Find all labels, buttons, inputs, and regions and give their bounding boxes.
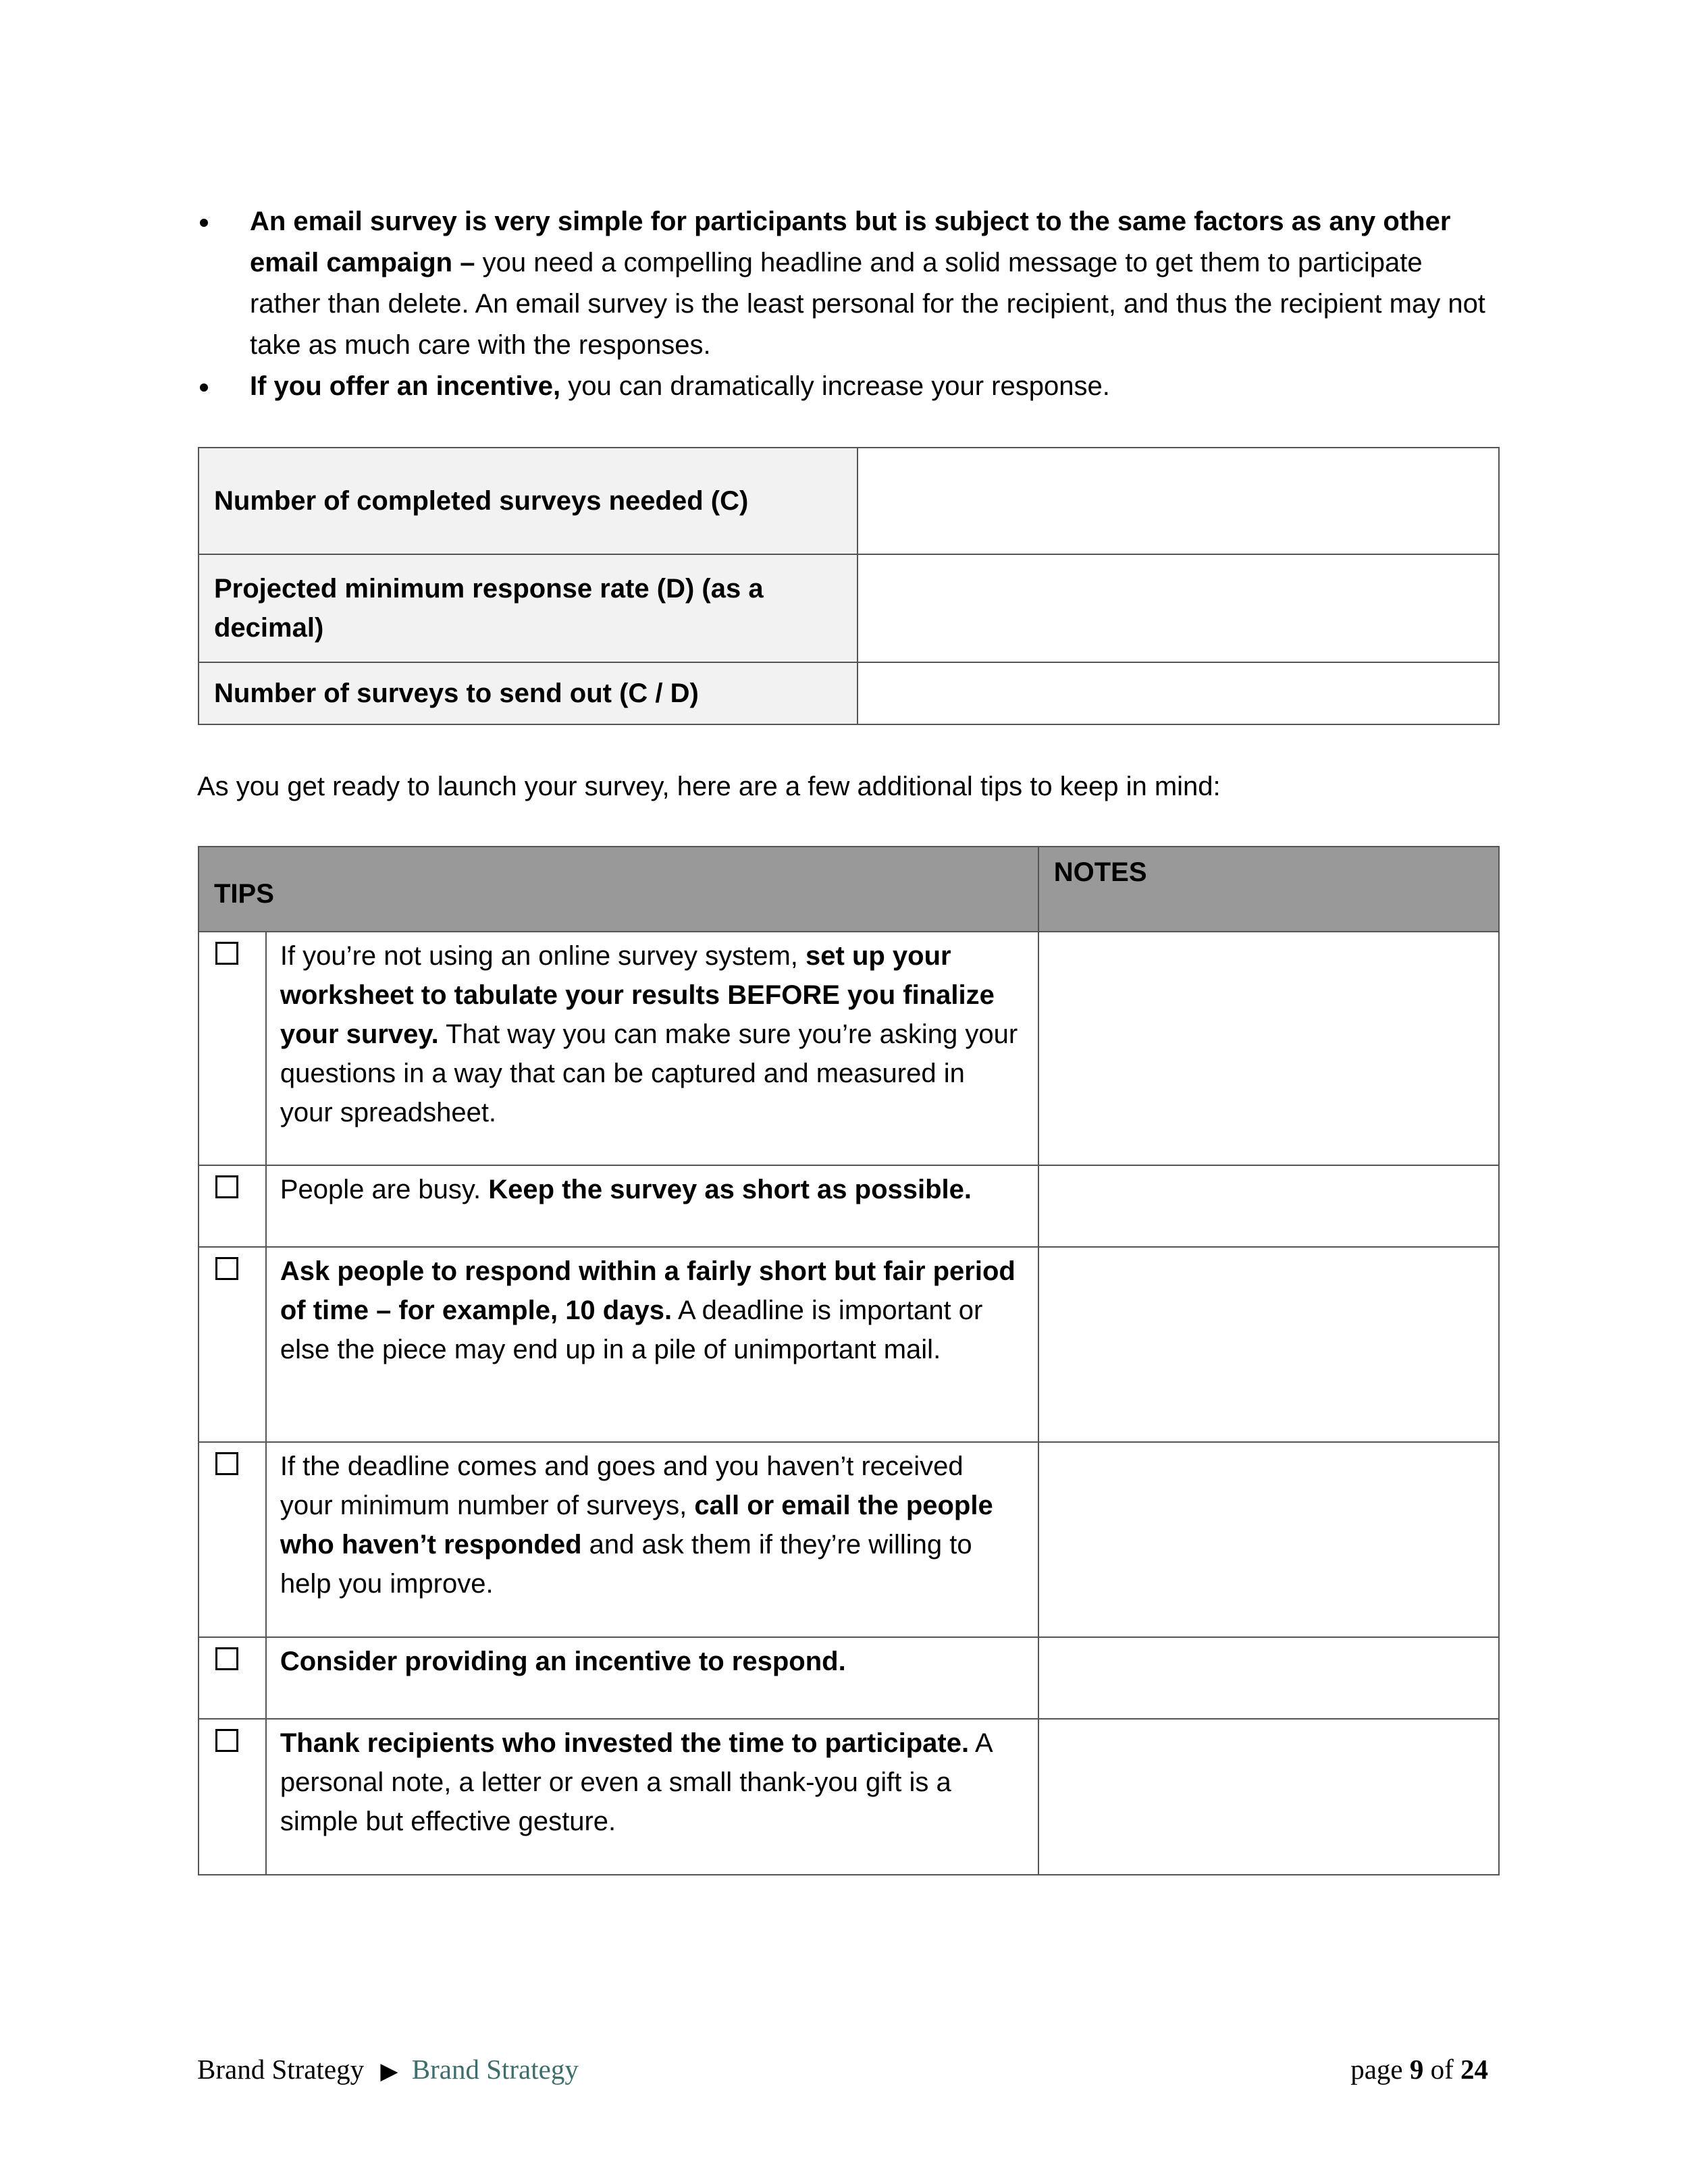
notes-cell[interactable]: [1038, 932, 1499, 1165]
calc-label: Projected minimum response rate (D) (as a decimal): [199, 554, 858, 662]
survey-calculation-table: [198, 447, 1500, 725]
checkbox[interactable]: [215, 1729, 238, 1752]
tip-row: [199, 932, 1499, 1165]
bullet-text: you can dramatically increase your response.: [560, 371, 1110, 401]
calc-value-field[interactable]: [858, 448, 1499, 554]
calc-label: Number of completed surveys needed (C): [199, 448, 858, 554]
notes-header: NOTES: [1038, 847, 1499, 932]
notes-cell[interactable]: [1038, 1637, 1499, 1719]
calc-row: [199, 554, 1499, 662]
bullet-list: [196, 201, 1499, 407]
tip-row: [199, 1247, 1499, 1442]
calc-row: [199, 448, 1499, 554]
page-number: 9: [1409, 2054, 1424, 2085]
tip-text: Ask people to respond within a fairly short but fair period of time – for example, 10 days. A deadline is important or else the piece may end up in a pile of unimportant mail.: [266, 1247, 1038, 1442]
bullet-item: [196, 366, 1499, 407]
tip-row: [199, 1637, 1499, 1719]
checkbox[interactable]: [215, 1452, 238, 1475]
bullet-bold-text: An email survey is very simple for participants but is subject to the same factors as any other email campaign –: [250, 207, 1451, 277]
notes-cell[interactable]: [1038, 1165, 1499, 1247]
calc-value-field[interactable]: [858, 554, 1499, 662]
tips-table: [198, 846, 1500, 1875]
tip-row: [199, 1165, 1499, 1247]
tip-text: If you’re not using an online survey system, set up your worksheet to tabulate your results BEFORE you finalize your survey. That way you can make sure you’re asking your questions in a way that can be captured and measured in your spreadsheet.: [266, 932, 1038, 1165]
tip-text: Consider providing an incentive to respond.: [266, 1637, 1038, 1719]
calc-row: [199, 662, 1499, 724]
tips-header-row: [199, 847, 1499, 932]
footer: [197, 2049, 1494, 2089]
bullet-dot-icon: [200, 383, 208, 392]
intro-text: As you get ready to launch your survey, here are a few additional tips to keep in mind:: [197, 772, 1221, 801]
tip-row: [199, 1719, 1499, 1875]
calc-label: Number of surveys to send out (C / D): [199, 662, 858, 724]
play-arrow-icon: ▶: [380, 2059, 398, 2084]
tip-text: If the deadline comes and goes and you haven’t received your minimum number of surveys, call or email the people who haven’t responded and ask them if they’re willing to help you improve.: [266, 1442, 1038, 1637]
tip-text: People are busy. Keep the survey as short as possible.: [266, 1165, 1038, 1247]
checkbox[interactable]: [215, 1647, 238, 1670]
bullet-bold-text: If you offer an incentive,: [250, 371, 561, 401]
checkbox[interactable]: [215, 1257, 238, 1280]
bullet-dot-icon: [200, 219, 208, 227]
tip-row: [199, 1442, 1499, 1637]
checkbox[interactable]: [215, 942, 238, 965]
checkbox[interactable]: [215, 1175, 238, 1198]
footer-doc-title: Brand Strategy: [197, 2054, 365, 2085]
notes-cell[interactable]: [1038, 1719, 1499, 1875]
bullet-text: you need a compelling headline and a solid message to get them to participate rather than delete. An email survey is the least personal for the recipient, and thus the recipient may not take as much care with the responses.: [250, 248, 1485, 360]
notes-cell[interactable]: [1038, 1442, 1499, 1637]
bullet-item: [196, 201, 1499, 366]
tip-text: Thank recipients who invested the time to participate. A personal note, a letter or even a small thank-you gift is a simple but effective gesture.: [266, 1719, 1038, 1875]
page-total: 24: [1460, 2054, 1488, 2085]
footer-section-link[interactable]: Brand Strategy: [411, 2054, 579, 2085]
calc-value-field[interactable]: [858, 662, 1499, 724]
page-indicator: page 9 of 24: [1350, 2054, 1488, 2085]
notes-cell[interactable]: [1038, 1247, 1499, 1442]
tips-header: TIPS: [199, 847, 1038, 932]
